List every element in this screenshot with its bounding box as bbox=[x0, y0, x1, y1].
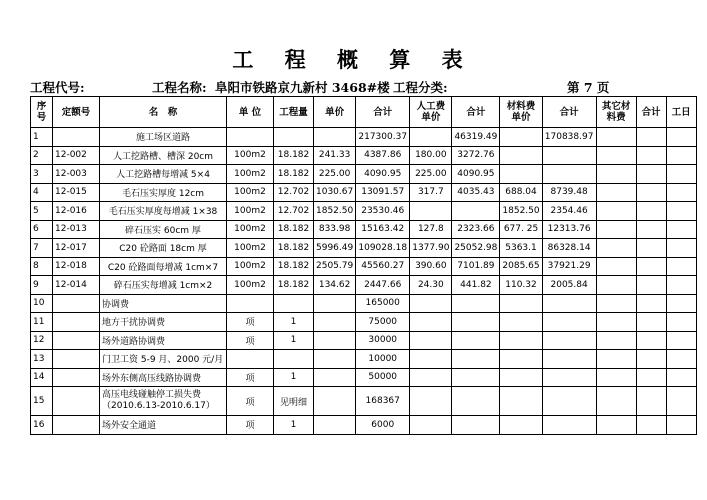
col-qty: 工程量 bbox=[274, 97, 314, 128]
cell-labor: 1377.90 bbox=[410, 239, 452, 258]
col-quota: 定额号 bbox=[53, 97, 100, 128]
cell-name: 人工挖路槽、槽深 20cm bbox=[100, 146, 227, 165]
cell-other bbox=[596, 313, 636, 332]
page-title: 工 程 概 算 表 bbox=[232, 47, 475, 72]
cell-qty: 18.182 bbox=[274, 165, 314, 184]
cell-seq: 4 bbox=[31, 183, 53, 202]
cell-name: 协调费 bbox=[100, 294, 227, 313]
cell-labor: 127.8 bbox=[410, 220, 452, 239]
table-row bbox=[31, 276, 697, 295]
cell-total: 168367 bbox=[356, 387, 410, 416]
cell-unit: 项 bbox=[227, 416, 274, 435]
cell-price bbox=[314, 294, 356, 313]
cell-total: 23530.46 bbox=[356, 202, 410, 221]
cell-material bbox=[500, 387, 542, 416]
cell-material bbox=[500, 368, 542, 387]
cell-price bbox=[314, 416, 356, 435]
cell-unit: 项 bbox=[227, 313, 274, 332]
cell-other-total bbox=[636, 276, 666, 295]
cell-price: 833.98 bbox=[314, 220, 356, 239]
cell-labor-total bbox=[452, 294, 500, 313]
cell-workday bbox=[666, 331, 696, 350]
cell-seq: 2 bbox=[31, 146, 53, 165]
cell-price bbox=[314, 313, 356, 332]
cell-workday bbox=[666, 368, 696, 387]
cell-qty bbox=[274, 350, 314, 369]
table-row bbox=[31, 202, 697, 221]
cell-seq: 9 bbox=[31, 276, 53, 295]
cell-material: 688.04 bbox=[500, 183, 542, 202]
cell-quota: 12-017 bbox=[53, 239, 100, 258]
cell-qty bbox=[274, 128, 314, 147]
col-labor-total: 合计 bbox=[452, 97, 500, 128]
cell-labor-total bbox=[452, 331, 500, 350]
cell-other-total bbox=[636, 239, 666, 258]
cell-labor: 24.30 bbox=[410, 276, 452, 295]
cell-labor bbox=[410, 368, 452, 387]
cell-material-total bbox=[542, 416, 596, 435]
cell-quota bbox=[53, 313, 100, 332]
header-row bbox=[31, 97, 697, 128]
cell-workday bbox=[666, 128, 696, 147]
cell-other-total bbox=[636, 183, 666, 202]
cell-workday bbox=[666, 239, 696, 258]
cell-total: 4090.95 bbox=[356, 165, 410, 184]
cell-workday bbox=[666, 294, 696, 313]
cell-unit: 项 bbox=[227, 331, 274, 350]
cell-material-total: 37921.29 bbox=[542, 257, 596, 276]
table-row bbox=[31, 220, 697, 239]
cell-material bbox=[500, 128, 542, 147]
cell-qty: 18.182 bbox=[274, 239, 314, 258]
cell-qty: 18.182 bbox=[274, 146, 314, 165]
cell-qty: 1 bbox=[274, 313, 314, 332]
cell-material-total bbox=[542, 350, 596, 369]
cell-workday bbox=[666, 276, 696, 295]
cell-qty bbox=[274, 294, 314, 313]
col-material-total: 合计 bbox=[542, 97, 596, 128]
cell-price: 2505.79 bbox=[314, 257, 356, 276]
cell-price: 5996.49 bbox=[314, 239, 356, 258]
cell-material: 1852.50 bbox=[500, 202, 542, 221]
table-row bbox=[31, 416, 697, 435]
cell-name: 毛石压实厚度每增减 1×38 bbox=[100, 202, 227, 221]
cell-material-total bbox=[542, 368, 596, 387]
cell-qty: 12.702 bbox=[274, 202, 314, 221]
cell-quota bbox=[53, 350, 100, 369]
cell-labor-total bbox=[452, 350, 500, 369]
cell-material-total: 2005.84 bbox=[542, 276, 596, 295]
table-row bbox=[31, 257, 697, 276]
cell-other bbox=[596, 331, 636, 350]
cell-labor bbox=[410, 128, 452, 147]
table-row bbox=[31, 146, 697, 165]
cell-material-total: 2354.46 bbox=[542, 202, 596, 221]
cell-quota bbox=[53, 416, 100, 435]
cell-seq: 1 bbox=[31, 128, 53, 147]
cell-labor: 180.00 bbox=[410, 146, 452, 165]
cell-other-total bbox=[636, 350, 666, 369]
table-row bbox=[31, 313, 697, 332]
cell-unit: 100m2 bbox=[227, 165, 274, 184]
cell-other-total bbox=[636, 165, 666, 184]
cell-material bbox=[500, 350, 542, 369]
table-row bbox=[31, 165, 697, 184]
estimate-table bbox=[30, 96, 697, 435]
cell-other-total bbox=[636, 257, 666, 276]
cell-workday bbox=[666, 387, 696, 416]
cell-qty: 1 bbox=[274, 368, 314, 387]
table-row bbox=[31, 294, 697, 313]
cell-price bbox=[314, 368, 356, 387]
cell-price: 225.00 bbox=[314, 165, 356, 184]
col-name: 名 称 bbox=[100, 97, 227, 128]
cell-other-total bbox=[636, 128, 666, 147]
cell-material-total: 8739.48 bbox=[542, 183, 596, 202]
cell-qty: 1 bbox=[274, 416, 314, 435]
project-code-label: 工程代号: bbox=[30, 80, 85, 95]
cell-total: 10000 bbox=[356, 350, 410, 369]
cell-other bbox=[596, 146, 636, 165]
cell-workday bbox=[666, 313, 696, 332]
cell-material bbox=[500, 331, 542, 350]
cell-labor: 390.60 bbox=[410, 257, 452, 276]
cell-qty: 12.702 bbox=[274, 183, 314, 202]
project-name-label: 工程名称: bbox=[152, 80, 207, 95]
cell-quota bbox=[53, 294, 100, 313]
table-row bbox=[31, 368, 697, 387]
cell-workday bbox=[666, 165, 696, 184]
cell-unit: 100m2 bbox=[227, 146, 274, 165]
cell-material bbox=[500, 313, 542, 332]
cell-unit: 100m2 bbox=[227, 257, 274, 276]
cell-unit bbox=[227, 128, 274, 147]
cell-workday bbox=[666, 202, 696, 221]
cell-price: 134.62 bbox=[314, 276, 356, 295]
cell-other-total bbox=[636, 368, 666, 387]
cell-other bbox=[596, 165, 636, 184]
cell-labor: 225.00 bbox=[410, 165, 452, 184]
page-number: 第 7 页 bbox=[567, 80, 610, 95]
cell-workday bbox=[666, 416, 696, 435]
cell-labor-total: 46319.49 bbox=[452, 128, 500, 147]
cell-unit: 项 bbox=[227, 387, 274, 416]
cell-unit: 100m2 bbox=[227, 220, 274, 239]
cell-unit: 100m2 bbox=[227, 202, 274, 221]
cell-total: 50000 bbox=[356, 368, 410, 387]
cell-other bbox=[596, 387, 636, 416]
cell-workday bbox=[666, 350, 696, 369]
cell-labor bbox=[410, 294, 452, 313]
cell-name: 人工挖路槽每增减 5×4 bbox=[100, 165, 227, 184]
cell-material bbox=[500, 165, 542, 184]
project-name-value: 阜阳市铁路京九新村 3468#楼 bbox=[215, 80, 390, 95]
cell-seq: 7 bbox=[31, 239, 53, 258]
cell-material-total bbox=[542, 146, 596, 165]
cell-material: 677. 25 bbox=[500, 220, 542, 239]
cell-labor-total: 7101.89 bbox=[452, 257, 500, 276]
cell-other-total bbox=[636, 220, 666, 239]
cell-labor bbox=[410, 331, 452, 350]
col-material: 材料费单价 bbox=[500, 97, 542, 128]
cell-quota: 12-013 bbox=[53, 220, 100, 239]
cell-name: 场外东侧高压线路协调费 bbox=[100, 368, 227, 387]
cell-total: 217300.37 bbox=[356, 128, 410, 147]
cell-price bbox=[314, 331, 356, 350]
cell-name: 门卫工资 5-9 月、2000 元/月 bbox=[100, 350, 227, 369]
cell-quota: 12-016 bbox=[53, 202, 100, 221]
cell-unit: 100m2 bbox=[227, 239, 274, 258]
cell-workday bbox=[666, 183, 696, 202]
cell-total: 4387.86 bbox=[356, 146, 410, 165]
cell-labor-total: 25052.98 bbox=[452, 239, 500, 258]
cell-labor-total bbox=[452, 202, 500, 221]
cell-workday bbox=[666, 220, 696, 239]
cell-other bbox=[596, 183, 636, 202]
cell-other bbox=[596, 350, 636, 369]
cell-labor bbox=[410, 202, 452, 221]
cell-unit: 100m2 bbox=[227, 183, 274, 202]
cell-labor-total bbox=[452, 416, 500, 435]
cell-name: C20 砼路面每增减 1cm×7 bbox=[100, 257, 227, 276]
cell-total: 6000 bbox=[356, 416, 410, 435]
cell-material-total bbox=[542, 294, 596, 313]
cell-price: 1852.50 bbox=[314, 202, 356, 221]
cell-price bbox=[314, 387, 356, 416]
cell-workday bbox=[666, 146, 696, 165]
cell-name: 场外安全通道 bbox=[100, 416, 227, 435]
cell-material-total: 86328.14 bbox=[542, 239, 596, 258]
cell-name: 毛石压实厚度 12cm bbox=[100, 183, 227, 202]
col-price: 单价 bbox=[314, 97, 356, 128]
cell-quota: 12-018 bbox=[53, 257, 100, 276]
cell-labor bbox=[410, 350, 452, 369]
cell-quota bbox=[53, 128, 100, 147]
cell-other-total bbox=[636, 416, 666, 435]
table-row bbox=[31, 128, 697, 147]
col-total: 合计 bbox=[356, 97, 410, 128]
col-other-total: 合计 bbox=[636, 97, 666, 128]
cell-seq: 10 bbox=[31, 294, 53, 313]
cell-seq: 3 bbox=[31, 165, 53, 184]
cell-other bbox=[596, 276, 636, 295]
table-row bbox=[31, 331, 697, 350]
col-labor: 人工费单价 bbox=[410, 97, 452, 128]
cell-quota bbox=[53, 368, 100, 387]
col-other: 其它材料费 bbox=[596, 97, 636, 128]
cell-material-total bbox=[542, 165, 596, 184]
cell-price bbox=[314, 350, 356, 369]
cell-other bbox=[596, 128, 636, 147]
cell-total: 15163.42 bbox=[356, 220, 410, 239]
cell-unit: 100m2 bbox=[227, 276, 274, 295]
cell-total: 109028.18 bbox=[356, 239, 410, 258]
cell-total: 2447.66 bbox=[356, 276, 410, 295]
cell-name: 施工场区道路 bbox=[100, 128, 227, 147]
cell-name: 碎石压实每增减 1cm×2 bbox=[100, 276, 227, 295]
cell-seq: 6 bbox=[31, 220, 53, 239]
cell-labor-total bbox=[452, 368, 500, 387]
cell-other bbox=[596, 220, 636, 239]
cell-labor-total: 2323.66 bbox=[452, 220, 500, 239]
table-row bbox=[31, 350, 697, 369]
cell-labor bbox=[410, 313, 452, 332]
cell-total: 165000 bbox=[356, 294, 410, 313]
cell-labor-total: 4035.43 bbox=[452, 183, 500, 202]
col-unit: 单 位 bbox=[227, 97, 274, 128]
cell-unit bbox=[227, 350, 274, 369]
cell-unit: 项 bbox=[227, 368, 274, 387]
cell-unit bbox=[227, 294, 274, 313]
col-workday: 工日 bbox=[666, 97, 696, 128]
cell-material-total: 170838.97 bbox=[542, 128, 596, 147]
cell-other-total bbox=[636, 146, 666, 165]
cell-name: 地方干扰协调费 bbox=[100, 313, 227, 332]
cell-quota: 12-015 bbox=[53, 183, 100, 202]
cell-total: 30000 bbox=[356, 331, 410, 350]
cell-seq: 14 bbox=[31, 368, 53, 387]
cell-seq: 13 bbox=[31, 350, 53, 369]
cell-labor-total: 3272.76 bbox=[452, 146, 500, 165]
cell-seq: 15 bbox=[31, 387, 53, 416]
cell-quota bbox=[53, 387, 100, 416]
cell-seq: 16 bbox=[31, 416, 53, 435]
cell-other-total bbox=[636, 331, 666, 350]
cell-material-total: 12313.76 bbox=[542, 220, 596, 239]
cell-quota bbox=[53, 331, 100, 350]
cell-material-total bbox=[542, 313, 596, 332]
cell-workday bbox=[666, 257, 696, 276]
cell-labor-total: 441.82 bbox=[452, 276, 500, 295]
cell-qty: 18.182 bbox=[274, 220, 314, 239]
cell-seq: 12 bbox=[31, 331, 53, 350]
cell-quota: 12-003 bbox=[53, 165, 100, 184]
cell-labor: 317.7 bbox=[410, 183, 452, 202]
cell-material: 2085.65 bbox=[500, 257, 542, 276]
cell-other bbox=[596, 368, 636, 387]
cell-quota: 12-014 bbox=[53, 276, 100, 295]
cell-material-total bbox=[542, 387, 596, 416]
cell-price bbox=[314, 128, 356, 147]
col-seq: 序号 bbox=[31, 97, 53, 128]
cell-labor-total bbox=[452, 387, 500, 416]
cell-seq: 5 bbox=[31, 202, 53, 221]
cell-material bbox=[500, 294, 542, 313]
cell-material: 5363.1 bbox=[500, 239, 542, 258]
cell-other-total bbox=[636, 387, 666, 416]
cell-seq: 8 bbox=[31, 257, 53, 276]
cell-other bbox=[596, 416, 636, 435]
cell-material bbox=[500, 416, 542, 435]
cell-qty: 18.182 bbox=[274, 257, 314, 276]
cell-seq: 11 bbox=[31, 313, 53, 332]
cell-material: 110.32 bbox=[500, 276, 542, 295]
cell-labor-total: 4090.95 bbox=[452, 165, 500, 184]
cell-other-total bbox=[636, 202, 666, 221]
cell-total: 13091.57 bbox=[356, 183, 410, 202]
cell-qty: 见明细 bbox=[274, 387, 314, 416]
cell-name: 高压电线碰触停工损失费（2010.6.13-2010.6.17） bbox=[100, 387, 227, 416]
cell-material bbox=[500, 146, 542, 165]
cell-quota: 12-002 bbox=[53, 146, 100, 165]
cell-other bbox=[596, 294, 636, 313]
cell-total: 45560.27 bbox=[356, 257, 410, 276]
cell-name: C20 砼路面 18cm 厚 bbox=[100, 239, 227, 258]
cell-price: 1030.67 bbox=[314, 183, 356, 202]
cell-other bbox=[596, 257, 636, 276]
cell-qty: 1 bbox=[274, 331, 314, 350]
cell-name: 场外道路协调费 bbox=[100, 331, 227, 350]
cell-other bbox=[596, 202, 636, 221]
cell-other-total bbox=[636, 294, 666, 313]
cell-other bbox=[596, 239, 636, 258]
cell-labor bbox=[410, 387, 452, 416]
project-category-label: 工程分类: bbox=[393, 80, 448, 95]
table-row bbox=[31, 387, 697, 416]
table-row bbox=[31, 183, 697, 202]
table-row bbox=[31, 239, 697, 258]
cell-qty: 18.182 bbox=[274, 276, 314, 295]
cell-price: 241.33 bbox=[314, 146, 356, 165]
cell-other-total bbox=[636, 313, 666, 332]
cell-labor-total bbox=[452, 313, 500, 332]
cell-total: 75000 bbox=[356, 313, 410, 332]
cell-name: 碎石压实 60cm 厚 bbox=[100, 220, 227, 239]
cell-labor bbox=[410, 416, 452, 435]
cell-material-total bbox=[542, 331, 596, 350]
